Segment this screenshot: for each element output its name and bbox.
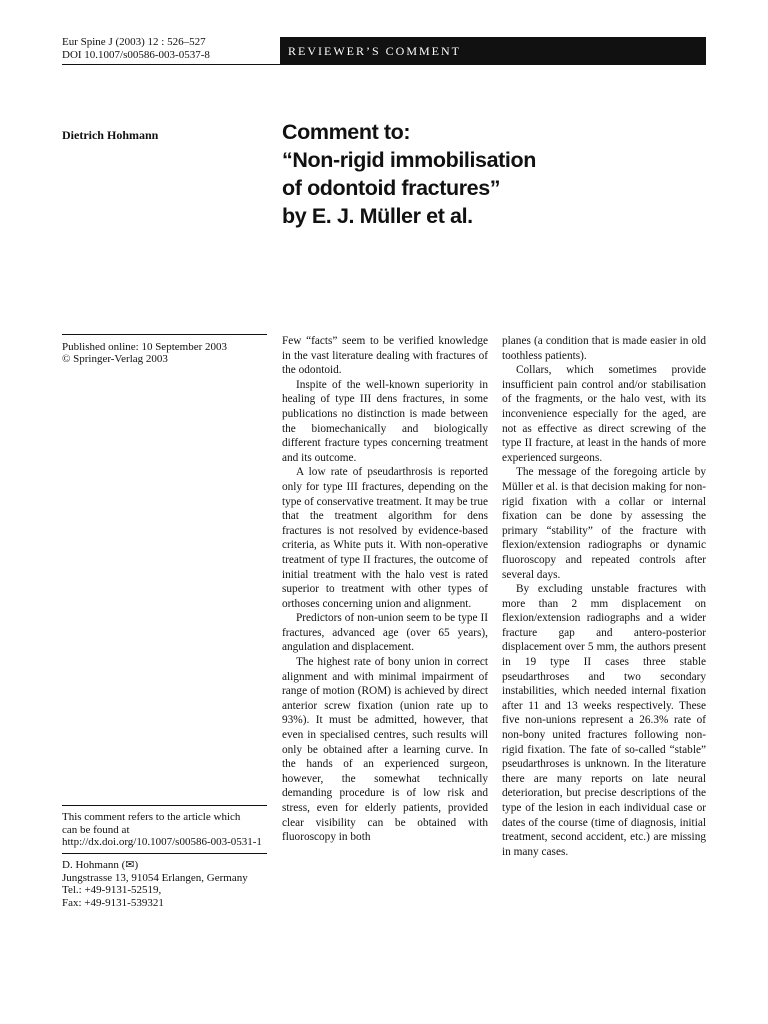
telephone: Tel.: +49-9131-52519, (62, 884, 162, 896)
banner-label: REVIEWER’S COMMENT (288, 43, 461, 58)
paragraph: By excluding unstable fractures with more than 2 mm displacement on flexion/extension radiographs and a wider fracture gap and antero-posterior displacement over 5 mm, the authors present in 19 type II cases three stable pseudarthroses and two secondary instabilities, which needed internal fixation after 11 and 13 weeks respectively. These five non-unions represent a 26.3% rate of non-bony united fractures following non-rigid fixation. The fate of so-called “stable” pseudarthroses is unknown. In the literature there are many reports on late neural deterioration, but precise descriptions of the type of the lesion in each individual case or dates of the course (time of diagnosis, initial treatment, second accident, etc.) are missing in many cases. (502, 583, 706, 858)
paragraph: Collars, which sometimes provide insufficient pain control and/or stabilisation of the fragments, or the halo vest, with its inconvenience especially for the aged, are not as effective as direct screwing of the type II fracture, at least in the hands of more experienced surgeons. (502, 364, 706, 464)
doi: DOI 10.1007/s00586-003-0537-8 (62, 49, 210, 61)
paragraph: A low rate of pseudarthrosis is reported only for type III fractures, depending on the type of conservative treatment. It may be true that the treatment algorithm for dens fractures is not resolved by evidence-based criteria, as White puts it. With non-operative treatment of type II fractures, the outcome of initial treatment with the halo vest is rated superior to treatment with other types of orthoses concerning union and alignment. (282, 466, 488, 610)
title-line: Comment to: (282, 120, 411, 144)
publication-info (62, 341, 272, 365)
section-banner (280, 37, 706, 65)
journal-citation (62, 36, 210, 62)
article-title (282, 118, 702, 230)
title-line: “Non-rigid immobilisation (282, 148, 536, 172)
journal-reference: Eur Spine J (2003) 12 : 526–527 (62, 36, 206, 48)
fax: Fax: +49-9131-539321 (62, 896, 164, 909)
paragraph: The highest rate of bony union in correct alignment and with minimal impairment of range of motion (ROM) is achieved by direct anterior screw fixation (union rate up to 93%). It must be admitted, however, that even in specialised centres, such results will only be obtained after a learning curve. In the hands of an experienced surgeon, however, the somewhat technically demanding procedure is of low risk and stress, even for elderly patients, provided clear visibility can be obtained with fluoroscopy in both (282, 656, 488, 844)
header-rule (62, 64, 280, 65)
body-column-1 (282, 334, 488, 845)
sidebar-rule (62, 334, 267, 335)
reference-link[interactable]: http://dx.doi.org/10.1007/s00586-003-0531-1 (62, 836, 262, 848)
author-name: Dietrich Hohmann (62, 128, 159, 142)
sidebar-rule (62, 853, 267, 854)
paragraph: The message of the foregoing article by Müller et al. is that decision making for non-rigid fixation with a collar or internal fixation can be done by assessing the primary “stability” of the fracture with flexion/extension radiographs or dynamic fluoroscopy and repeated controls after several days. (502, 466, 706, 581)
correspondence-address (62, 859, 282, 909)
paragraph: Predictors of non-union seem to be type II fractures, advanced age (over 65 years), angulation and displacement. (282, 612, 488, 654)
paragraph: planes (a condition that is made easier in old toothless patients). (502, 335, 706, 362)
sidebar-rule (62, 805, 267, 806)
copyright: © Springer-Verlag 2003 (62, 353, 168, 365)
title-line: of odontoid fractures” (282, 176, 501, 200)
body-column-2 (502, 334, 706, 859)
reference-text: can be found at (62, 823, 130, 836)
paragraph: Inspite of the well-known superiority in healing of type III dens fractures, in some publications no distinction is made between the biomechanically and biologically different fracture types concerning treatment and its outcome. (282, 378, 488, 464)
reference-note (62, 811, 272, 849)
reference-text: This comment refers to the article which (62, 811, 241, 823)
title-line: by E. J. Müller et al. (282, 204, 473, 228)
street-address: Jungstrasse 13, 91054 Erlangen, Germany (62, 871, 248, 884)
paragraph: Few “facts” seem to be verified knowledge in the vast literature dealing with fractures of the odontoid. (282, 335, 488, 377)
published-date: Published online: 10 September 2003 (62, 341, 227, 353)
author-contact-name: D. Hohmann (✉) (62, 859, 139, 871)
